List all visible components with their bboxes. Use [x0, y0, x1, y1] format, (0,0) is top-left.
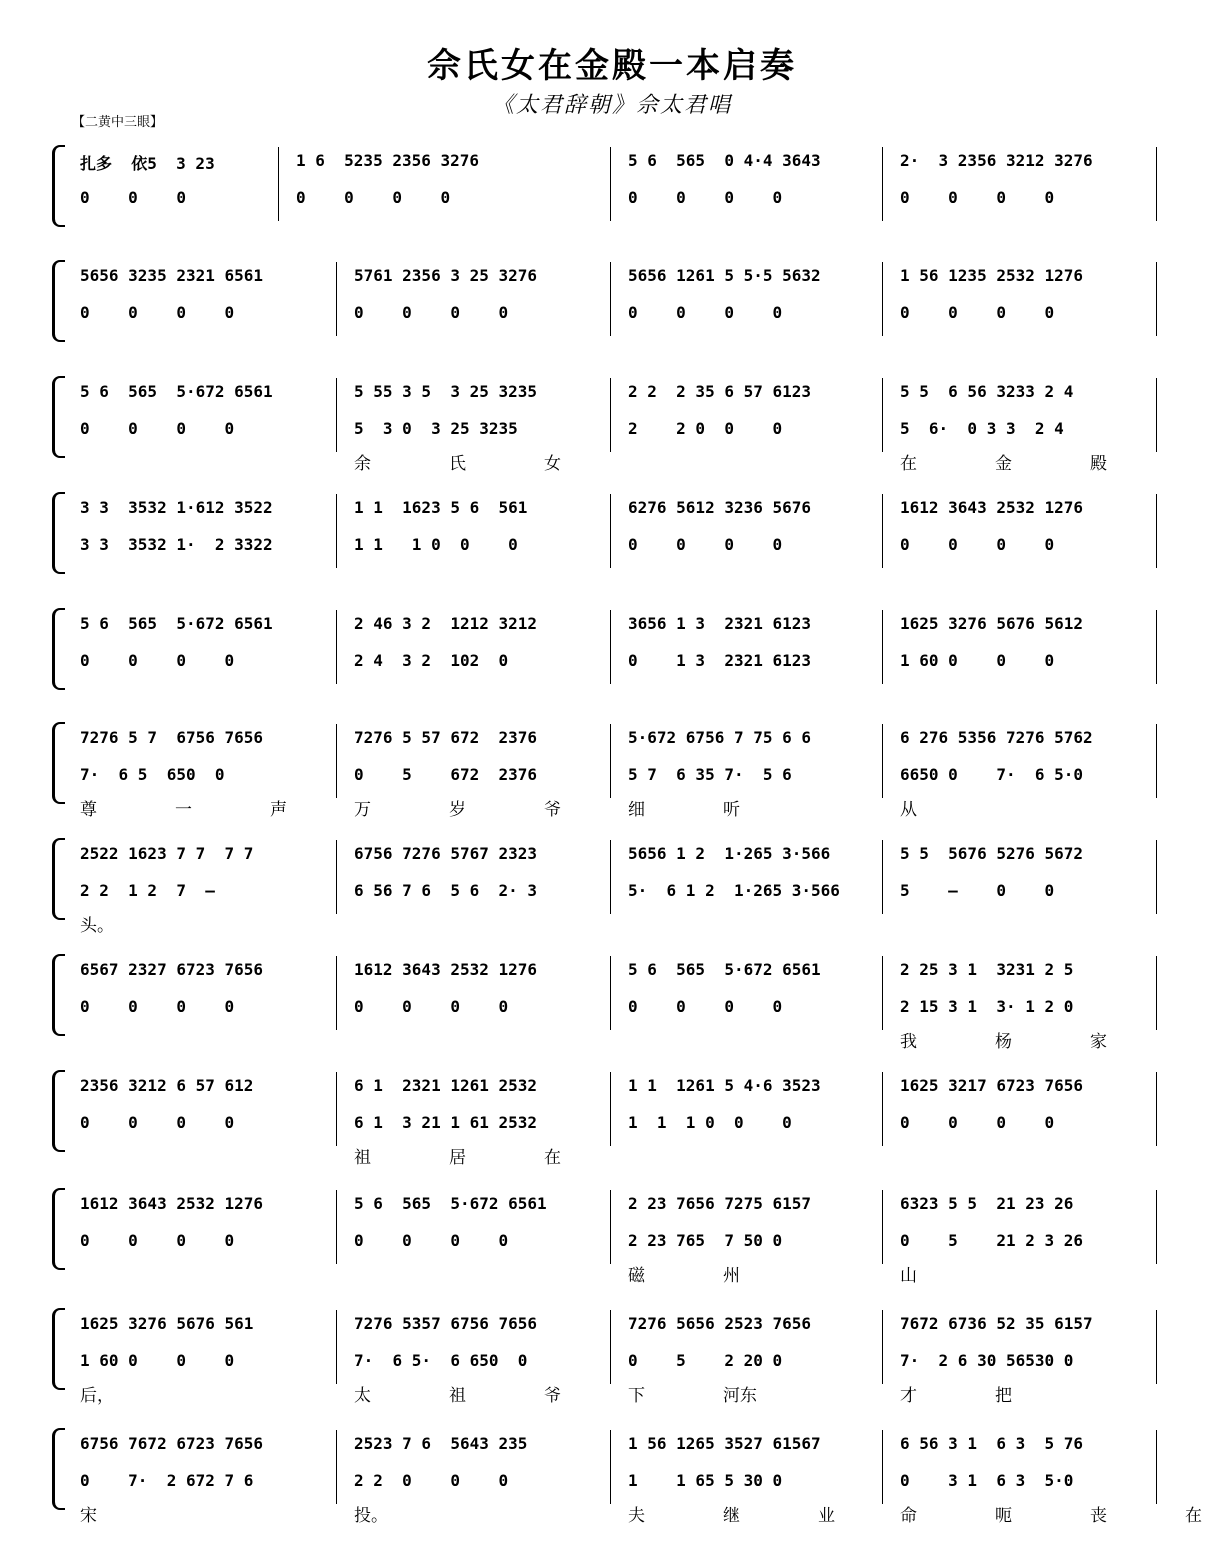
- barline: [882, 494, 883, 568]
- melody-line: 2 2 2 35 6 57 6123: [628, 382, 812, 401]
- accompaniment-line: 2 15 3 1 3· 1 2 0: [900, 997, 1074, 1016]
- lyric-word: 万: [354, 800, 371, 820]
- lyric-word: 杨: [995, 1032, 1012, 1052]
- lyric-word: 后，: [80, 1386, 114, 1406]
- lyric-word: 居: [449, 1148, 466, 1168]
- accompaniment-line: 2 4 3 2 102 0: [354, 651, 509, 670]
- melody-line: 2356 3212 6 57 612: [80, 1076, 254, 1095]
- accompaniment-line: 1 1 1 0 0 0: [628, 1113, 792, 1132]
- accompaniment-line: 0 0 0 0: [80, 651, 235, 670]
- barline: [1156, 956, 1157, 1030]
- system-brace: [52, 838, 65, 920]
- accompaniment-line: 1 1 65 5 30 0: [628, 1471, 783, 1490]
- lyric-word: 头。: [80, 916, 114, 936]
- barline: [1156, 610, 1157, 684]
- melody-line: 6756 7672 6723 7656: [80, 1434, 264, 1453]
- score-system: [52, 960, 1162, 1052]
- melody-line: 5 6 565 0 4·4 3643: [628, 151, 821, 170]
- melody-line: 6567 2327 6723 7656: [80, 960, 264, 979]
- barline: [610, 610, 611, 684]
- melody-line: 5656 1261 5 5·5 5632: [628, 266, 821, 285]
- melody-line: 1612 3643 2532 1276: [80, 1194, 264, 1213]
- page-subtitle: 《太君辞朝》佘太君唱: [491, 93, 732, 118]
- system-brace: [52, 1308, 65, 1390]
- accompaniment-line: 0 0 0 0: [80, 1113, 235, 1132]
- accompaniment-line: 6 56 7 6 5 6 2· 3: [354, 881, 538, 900]
- barline: [336, 1430, 337, 1504]
- lyric-word: 从: [900, 800, 917, 820]
- barline: [610, 724, 611, 798]
- melody-line: 扎多 依5 3 23: [80, 154, 215, 173]
- melody-line: 1 1 1623 5 6 561: [354, 498, 528, 517]
- barline: [1156, 378, 1157, 452]
- lyric-word: 爷: [544, 800, 561, 820]
- melody-line: 6 56 3 1 6 3 5 76: [900, 1434, 1084, 1453]
- score-system: [52, 1434, 1202, 1526]
- lyric-word: 余: [354, 454, 371, 474]
- lyric-word: 继: [723, 1506, 740, 1526]
- barline: [610, 1072, 611, 1146]
- melody-line: 3656 1 3 2321 6123: [628, 614, 812, 633]
- melody-line: 1625 3276 5676 561: [80, 1314, 254, 1333]
- lyric-word: 河东: [723, 1386, 757, 1406]
- barline: [610, 840, 611, 914]
- melody-line: 5 5 5676 5276 5672: [900, 844, 1084, 863]
- lyric-word: 殿: [1090, 454, 1107, 474]
- accompaniment-line: 0 5 672 2376: [354, 765, 538, 784]
- mode-label: 【二黄中三眼】: [72, 115, 164, 130]
- accompaniment-line: 0 3 1 6 3 5·0: [900, 1471, 1074, 1490]
- system-brace: [52, 260, 65, 342]
- barline: [336, 1310, 337, 1384]
- lyric-word: 氏: [449, 454, 466, 474]
- score-system: [52, 268, 1162, 348]
- score-system: [52, 844, 1162, 936]
- system-brace: [52, 722, 65, 804]
- lyric-word: 我: [900, 1032, 917, 1052]
- lyric-word: 祖: [449, 1386, 466, 1406]
- lyric-word: 声: [270, 800, 287, 820]
- lyric-word: 才: [900, 1386, 917, 1406]
- accompaniment-line: 7· 6 5· 6 650 0: [354, 1351, 528, 1370]
- melody-line: 6 276 5356 7276 5762: [900, 728, 1093, 747]
- accompaniment-line: 0 0 0 0: [296, 188, 451, 207]
- barline: [336, 840, 337, 914]
- lyric-word: 在: [900, 454, 917, 474]
- lyric-word: 金: [995, 454, 1012, 474]
- melody-line: 2523 7 6 5643 235: [354, 1434, 528, 1453]
- system-brace: [52, 608, 65, 690]
- barline: [610, 1190, 611, 1264]
- accompaniment-line: 5 3 0 3 25 3235: [354, 419, 518, 438]
- barline: [610, 494, 611, 568]
- melody-line: 1 56 1235 2532 1276: [900, 266, 1084, 285]
- accompaniment-line: 5 7 6 35 7· 5 6: [628, 765, 792, 784]
- barline: [882, 724, 883, 798]
- accompaniment-line: 0 0 0 0: [900, 188, 1055, 207]
- lyric-word: 山: [900, 1266, 917, 1286]
- barline: [610, 1310, 611, 1384]
- lyric-word: 呃: [995, 1506, 1012, 1526]
- barline: [336, 956, 337, 1030]
- barline: [882, 956, 883, 1030]
- accompaniment-line: 7· 2 6 30 56530 0: [900, 1351, 1074, 1370]
- accompaniment-line: 0 0 0 0: [628, 188, 783, 207]
- score-system: [52, 1076, 1162, 1168]
- accompaniment-line: 0 0 0 0: [80, 997, 235, 1016]
- accompaniment-line: 7· 6 5 650 0: [80, 765, 225, 784]
- lyric-word: 一: [175, 800, 192, 820]
- accompaniment-line: 6 1 3 21 1 61 2532: [354, 1113, 538, 1132]
- barline: [882, 1430, 883, 1504]
- barline: [336, 1190, 337, 1264]
- melody-line: 6 1 2321 1261 2532: [354, 1076, 538, 1095]
- lyric-word: 岁: [449, 800, 466, 820]
- accompaniment-line: 0 1 3 2321 6123: [628, 651, 812, 670]
- barline: [1156, 724, 1157, 798]
- melody-line: 5 6 565 5·672 6561: [80, 614, 273, 633]
- melody-line: 1612 3643 2532 1276: [354, 960, 538, 979]
- melody-line: 7276 5656 2523 7656: [628, 1314, 812, 1333]
- melody-line: 1625 3276 5676 5612: [900, 614, 1084, 633]
- melody-line: 5656 1 2 1·265 3·566: [628, 844, 831, 863]
- melody-line: 2 46 3 2 1212 3212: [354, 614, 538, 633]
- melody-line: 5 5 6 56 3233 2 4: [900, 382, 1074, 401]
- accompaniment-line: 0 0 0 0: [628, 535, 783, 554]
- melody-line: 6323 5 5 21 23 26: [900, 1194, 1074, 1213]
- barline: [336, 494, 337, 568]
- melody-line: 7672 6736 52 35 6157: [900, 1314, 1093, 1333]
- lyric-word: 投。: [354, 1506, 388, 1526]
- barline: [882, 1072, 883, 1146]
- barline: [336, 262, 337, 336]
- barline: [1156, 1190, 1157, 1264]
- accompaniment-line: 0 5 2 20 0: [628, 1351, 783, 1370]
- lyric-word: 命: [900, 1506, 917, 1526]
- accompaniment-line: 0 0 0 0: [354, 303, 509, 322]
- page-title: 佘氏女在金殿一本启奏: [427, 46, 797, 86]
- melody-line: 1612 3643 2532 1276: [900, 498, 1084, 517]
- barline: [610, 262, 611, 336]
- melody-line: 5 6 565 5·672 6561: [354, 1194, 547, 1213]
- melody-line: 1625 3217 6723 7656: [900, 1076, 1084, 1095]
- score-system: [52, 153, 1162, 233]
- barline: [882, 1190, 883, 1264]
- barline: [336, 610, 337, 684]
- lyric-word: 祖: [354, 1148, 371, 1168]
- accompaniment-line: 0 0 0 0: [900, 303, 1055, 322]
- accompaniment-line: 5 — 0 0: [900, 881, 1055, 900]
- system-brace: [52, 1188, 65, 1270]
- barline: [610, 147, 611, 221]
- melody-line: 1 56 1265 3527 61567: [628, 1434, 821, 1453]
- melody-line: 5761 2356 3 25 3276: [354, 266, 538, 285]
- lyric-word: 夫: [628, 1506, 645, 1526]
- system-brace: [52, 1428, 65, 1510]
- barline: [882, 610, 883, 684]
- melody-line: 2 25 3 1 3231 2 5: [900, 960, 1074, 979]
- melody-line: 2· 3 2356 3212 3276: [900, 151, 1093, 170]
- barline: [1156, 494, 1157, 568]
- score-system: [52, 728, 1162, 820]
- barline: [1156, 1430, 1157, 1504]
- lyric-word: 州: [723, 1266, 740, 1286]
- score-system: [52, 382, 1162, 474]
- lyric-word: 业: [818, 1506, 835, 1526]
- barline: [1156, 1310, 1157, 1384]
- melody-line: 3 3 3532 1·612 3522: [80, 498, 273, 517]
- accompaniment-line: 2 2 1 2 7 —: [80, 881, 215, 900]
- accompaniment-line: 0 5 21 2 3 26: [900, 1231, 1084, 1250]
- barline: [882, 840, 883, 914]
- accompaniment-line: 0 0 0 0: [628, 997, 783, 1016]
- accompaniment-line: 0 0 0 0: [354, 997, 509, 1016]
- melody-line: 1 6 5235 2356 3276: [296, 151, 480, 170]
- barline: [882, 378, 883, 452]
- barline: [1156, 1072, 1157, 1146]
- barline: [278, 147, 279, 221]
- accompaniment-line: 1 1 1 0 0 0: [354, 535, 518, 554]
- accompaniment-line: 0 0 0 0: [900, 535, 1055, 554]
- melody-line: 7276 5 7 6756 7656: [80, 728, 264, 747]
- lyric-word: 把: [995, 1386, 1012, 1406]
- melody-line: 5 6 565 5·672 6561: [628, 960, 821, 979]
- score-system: [52, 616, 1162, 696]
- barline: [610, 378, 611, 452]
- score-system: [52, 1194, 1162, 1286]
- melody-line: 7276 5 57 672 2376: [354, 728, 538, 747]
- accompaniment-line: 6650 0 7· 6 5·0: [900, 765, 1084, 784]
- system-brace: [52, 1070, 65, 1152]
- lyric-word: 女: [544, 454, 561, 474]
- accompaniment-line: 3 3 3532 1· 2 3322: [80, 535, 273, 554]
- barline: [882, 1310, 883, 1384]
- system-brace: [52, 145, 65, 227]
- system-brace: [52, 376, 65, 458]
- lyric-word: 在: [1185, 1506, 1202, 1526]
- lyric-word: 尊: [80, 800, 97, 820]
- accompaniment-line: 5· 6 1 2 1·265 3·566: [628, 881, 840, 900]
- accompaniment-line: 0 0 0: [80, 188, 186, 207]
- melody-line: 5656 3235 2321 6561: [80, 266, 264, 285]
- accompaniment-line: 2 23 765 7 50 0: [628, 1231, 783, 1250]
- accompaniment-line: 5 6· 0 3 3 2 4: [900, 419, 1064, 438]
- melody-line: 6276 5612 3236 5676: [628, 498, 812, 517]
- melody-line: 5 55 3 5 3 25 3235: [354, 382, 538, 401]
- lyric-word: 细: [628, 800, 645, 820]
- barline: [610, 956, 611, 1030]
- score-system: [52, 1314, 1162, 1406]
- barline: [336, 378, 337, 452]
- accompaniment-line: 1 60 0 0 0: [900, 651, 1055, 670]
- lyric-word: 丧: [1090, 1506, 1107, 1526]
- melody-line: 6756 7276 5767 2323: [354, 844, 538, 863]
- melody-line: 5·672 6756 7 75 6 6: [628, 728, 812, 747]
- accompaniment-line: 0 0 0 0: [354, 1231, 509, 1250]
- system-brace: [52, 492, 65, 574]
- lyric-word: 宋: [80, 1506, 97, 1526]
- lyric-word: 家: [1090, 1032, 1107, 1052]
- lyric-word: 在: [544, 1148, 561, 1168]
- melody-line: 2522 1623 7 7 7 7: [80, 844, 254, 863]
- accompaniment-line: 0 0 0 0: [80, 419, 235, 438]
- barline: [610, 1430, 611, 1504]
- lyric-word: 太: [354, 1386, 371, 1406]
- lyric-word: 爷: [544, 1386, 561, 1406]
- barline: [1156, 262, 1157, 336]
- barline: [1156, 840, 1157, 914]
- barline: [336, 1072, 337, 1146]
- accompaniment-line: 0 0 0 0: [80, 303, 235, 322]
- accompaniment-line: 2 2 0 0 0: [628, 419, 783, 438]
- melody-line: 1 1 1261 5 4·6 3523: [628, 1076, 821, 1095]
- accompaniment-line: 0 0 0 0: [80, 1231, 235, 1250]
- accompaniment-line: 0 0 0 0: [900, 1113, 1055, 1132]
- lyric-word: 下: [628, 1386, 645, 1406]
- barline: [336, 724, 337, 798]
- barline: [882, 262, 883, 336]
- lyric-word: 听: [723, 800, 740, 820]
- barline: [1156, 147, 1157, 221]
- melody-line: 2 23 7656 7275 6157: [628, 1194, 812, 1213]
- score-system: [52, 500, 1162, 580]
- accompaniment-line: 0 7· 2 672 7 6: [80, 1471, 254, 1490]
- melody-line: 5 6 565 5·672 6561: [80, 382, 273, 401]
- accompaniment-line: 2 2 0 0 0: [354, 1471, 509, 1490]
- accompaniment-line: 0 0 0 0: [628, 303, 783, 322]
- lyric-word: 磁: [628, 1266, 645, 1286]
- system-brace: [52, 954, 65, 1036]
- melody-line: 7276 5357 6756 7656: [354, 1314, 538, 1333]
- accompaniment-line: 1 60 0 0 0: [80, 1351, 235, 1370]
- barline: [882, 147, 883, 221]
